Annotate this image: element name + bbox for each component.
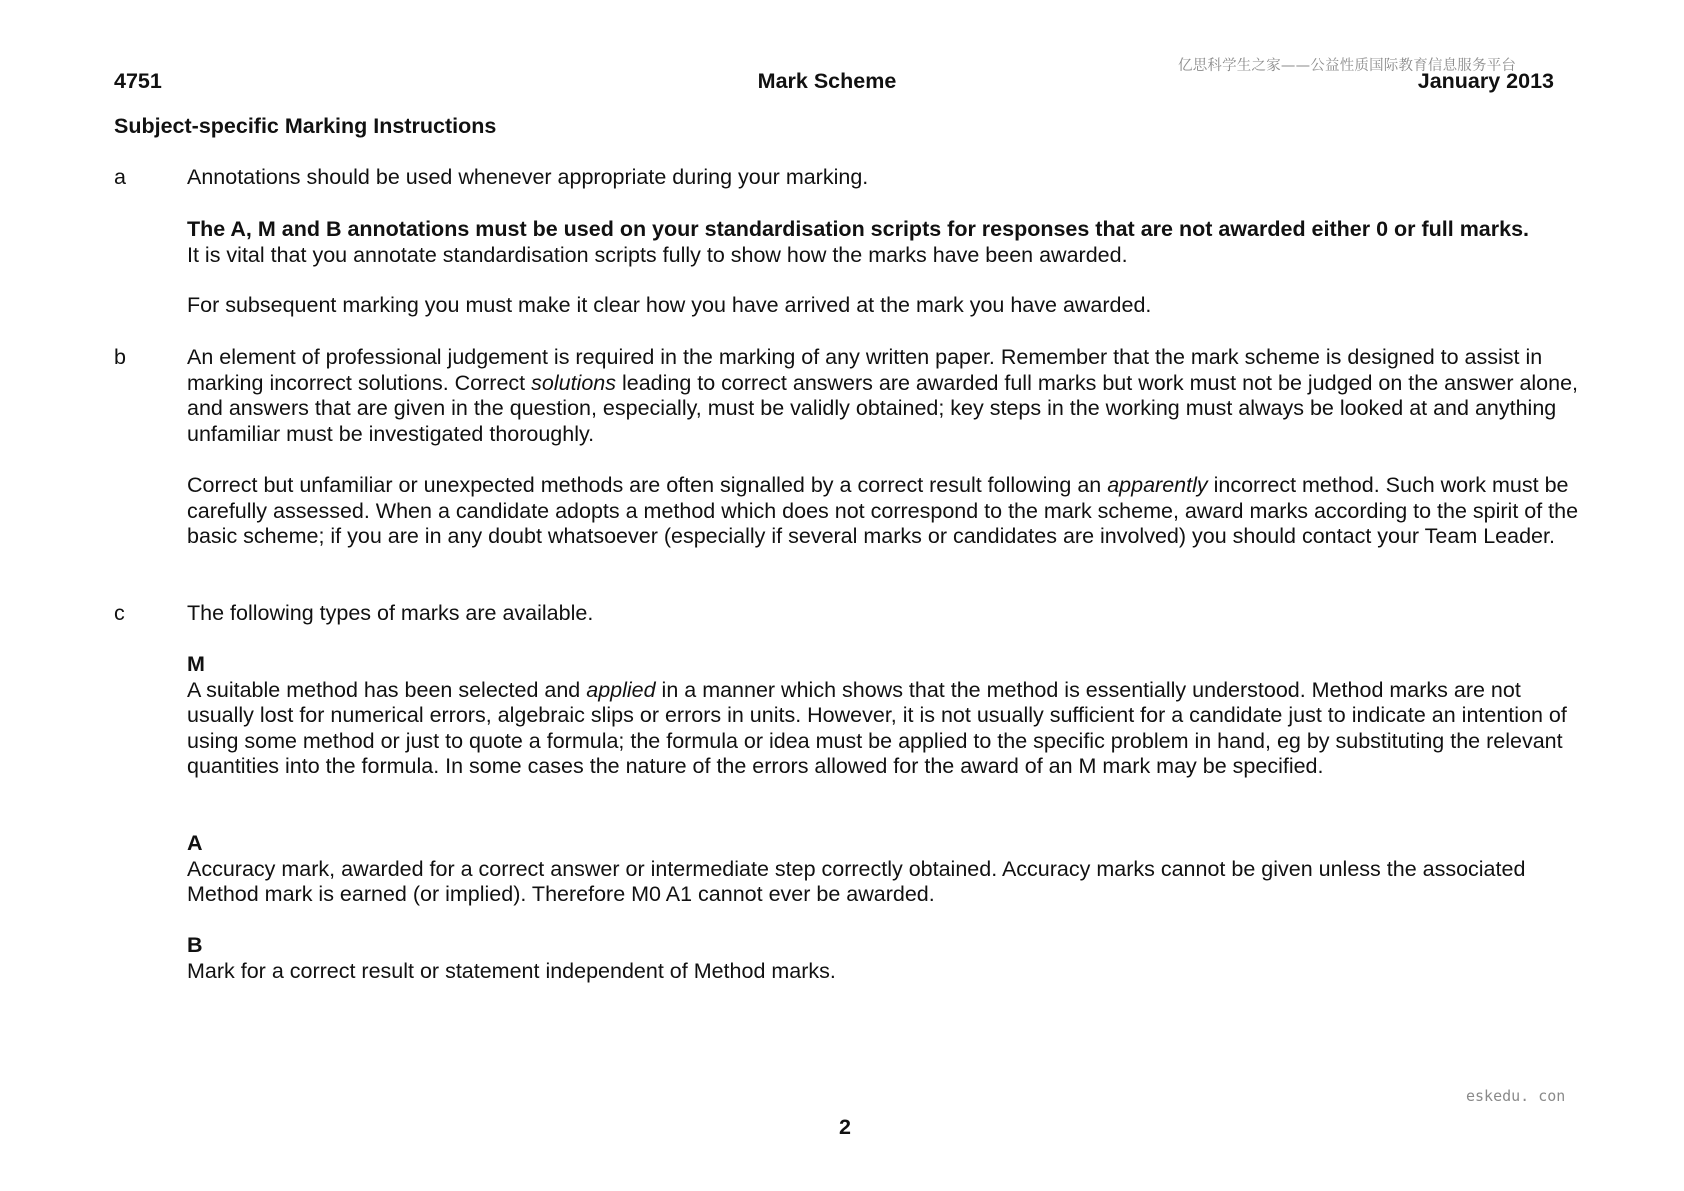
mark-type-m-part1: A suitable method has been selected and xyxy=(187,677,587,702)
item-a-bold-instruction: The A, M and B annotations must be used on your standardisation scripts for responses that are not awarded either 0 or full marks. xyxy=(187,217,1530,241)
item-a-paragraph-1: Annotations should be used whenever appropriate during your marking. xyxy=(187,165,869,189)
mark-type-m-part2: in a manner which shows that the method is essentially understood. Method marks are not usually lost for numerical errors, algebraic slips or errors in units. However, it is not usually sufficient for a candidate just to indicate an intention of using some method or just to quote a formula; the formula or idea must be applied to the specific problem in hand, eg by substituting the relevant quantities into the formula. In some cases the nature of the errors allowed for the award of an M mark may be specified. xyxy=(187,677,1567,778)
mark-type-b-text: Mark for a correct result or statement independent of Method marks. xyxy=(187,958,836,983)
mark-type-a xyxy=(187,831,1587,908)
item-b-p2-part1: Correct but unfamiliar or unexpected methods are often signalled by a correct result following an xyxy=(187,473,1108,497)
mark-type-a-heading: A xyxy=(187,831,203,855)
item-b-p1-italic: solutions xyxy=(531,370,616,395)
item-b-paragraph-1 xyxy=(187,345,1587,447)
item-b-p2-part2: incorrect method. Such work must be carefully assessed. When a candidate adopts a method which does not correspond to the mark scheme, award marks according to the spirit of the basic scheme; if you are in any doubt whatsoever (especially if several marks or candidates are involved) you should contact your Team Leader. xyxy=(187,473,1579,548)
document-date: January 2013 xyxy=(1417,69,1554,93)
mark-type-m xyxy=(187,652,1587,780)
item-b-p2-italic: apparently xyxy=(1107,473,1208,497)
item-b-paragraph-2 xyxy=(187,473,1587,550)
item-a-instruction-detail: It is vital that you annotate standardisation scripts fully to show how the marks have been awarded. xyxy=(187,242,1128,267)
item-a-paragraph-3: For subsequent marking you must make it clear how you have arrived at the mark you have awarded. xyxy=(187,293,1152,317)
item-b-letter: b xyxy=(114,345,126,369)
item-b-p1-part1: An element of professional judgement is required in the marking of any written paper. Remember that the mark scheme is designed to assist in marking incorrect solutions. Correct xyxy=(187,345,1543,395)
item-a-letter: a xyxy=(114,165,126,189)
item-b-p1-part2: leading to correct answers are awarded full marks but work must not be judged on the answer alone, and answers that are given in the question, especially, must be validly obtained; key steps in the working must always be looked at and anything unfamiliar must be investigated thoroughly. xyxy=(187,370,1579,446)
section-title: Subject-specific Marking Instructions xyxy=(114,114,497,138)
footer-watermark: eskedu. con xyxy=(1466,1087,1566,1105)
page-number: 2 xyxy=(839,1115,851,1139)
paper-code: 4751 xyxy=(114,69,162,93)
watermark-text: 亿思科学生之家——公益性质国际教育信息服务平台 xyxy=(1178,58,1517,74)
mark-type-m-heading: M xyxy=(187,652,205,676)
item-a-paragraph-2 xyxy=(187,217,1587,268)
mark-type-a-text: Accuracy mark, awarded for a correct answer or intermediate step correctly obtained. Accuracy marks cannot be given unless the associated Method mark is earned (or implied). Therefore M0 A1 cannot ever be awarded. xyxy=(187,856,1526,906)
document-title: Mark Scheme xyxy=(757,69,897,93)
mark-type-b xyxy=(187,933,1587,984)
mark-type-b-heading: B xyxy=(187,933,203,957)
item-c-letter: c xyxy=(114,601,125,625)
mark-type-m-italic: applied xyxy=(586,677,656,702)
item-c-intro: The following types of marks are available. xyxy=(187,601,594,625)
